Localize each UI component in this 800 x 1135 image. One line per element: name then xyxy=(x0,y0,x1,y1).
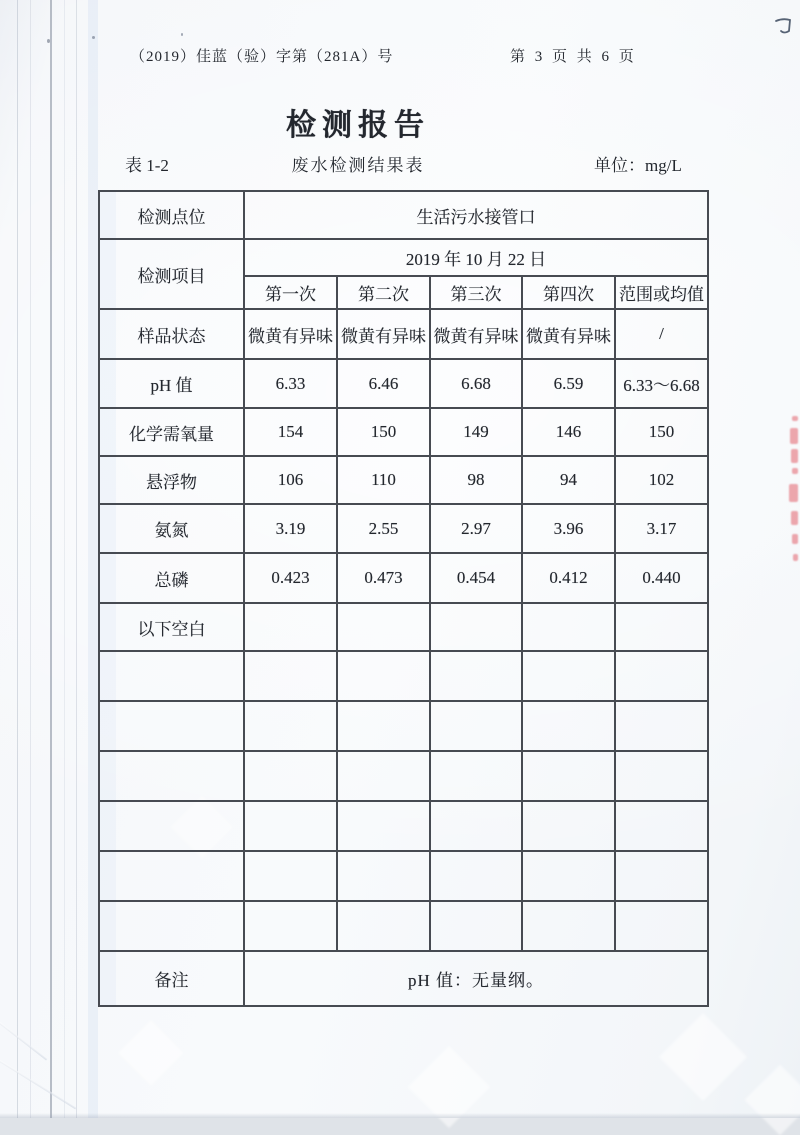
value-cell: 2.97 xyxy=(430,504,522,553)
remark-value-cell: pH 值：无量纲。 xyxy=(244,951,708,1006)
run-header-cell: 第一次 xyxy=(244,276,337,309)
empty-cell xyxy=(244,603,337,651)
empty-cell xyxy=(430,651,522,701)
empty-cell xyxy=(337,851,430,901)
table-title: 废水检测结果表 xyxy=(291,156,425,175)
results-table xyxy=(98,190,709,1007)
empty-cell xyxy=(244,751,337,801)
value-cell: 110 xyxy=(337,456,430,504)
scan-blue-band xyxy=(88,0,98,1118)
value-cell: 106 xyxy=(244,456,337,504)
empty-cell xyxy=(430,901,522,951)
item-label-cell: 检测项目 xyxy=(99,239,244,309)
unit-label: 单位：mg/L xyxy=(594,156,682,175)
empty-cell xyxy=(522,851,615,901)
run-header-cell: 范围或均值 xyxy=(615,276,708,309)
table-row xyxy=(99,504,708,553)
empty-cell xyxy=(430,603,522,651)
row-label-cell: pH 值 xyxy=(99,359,244,408)
empty-cell xyxy=(430,851,522,901)
run-header-cell: 第四次 xyxy=(522,276,615,309)
empty-cell xyxy=(615,801,708,851)
empty-cell xyxy=(615,603,708,651)
empty-cell xyxy=(615,701,708,751)
empty-cell xyxy=(244,651,337,701)
value-cell: / xyxy=(615,309,708,359)
value-cell: 102 xyxy=(615,456,708,504)
value-cell: 2.55 xyxy=(337,504,430,553)
value-cell: 微黄有异味 xyxy=(430,309,522,359)
empty-cell xyxy=(99,801,244,851)
point-value-cell: 生活污水接管口 xyxy=(244,191,708,239)
value-cell: 94 xyxy=(522,456,615,504)
value-cell: 6.46 xyxy=(337,359,430,408)
value-cell: 0.473 xyxy=(337,553,430,603)
scan-edge-line xyxy=(76,0,77,1118)
empty-cell xyxy=(615,651,708,701)
table-number: 表 1-2 xyxy=(125,156,169,175)
empty-cell xyxy=(615,751,708,801)
value-cell: 微黄有异味 xyxy=(522,309,615,359)
row-label-cell: 总磷 xyxy=(99,553,244,603)
red-seal-marks-icon xyxy=(786,416,800,566)
page-corner-line xyxy=(0,1022,47,1061)
value-cell: 6.33 xyxy=(244,359,337,408)
empty-cell xyxy=(244,701,337,751)
value-cell: 0.423 xyxy=(244,553,337,603)
empty-cell xyxy=(522,901,615,951)
empty-cell xyxy=(99,751,244,801)
row-label-cell: 以下空白 xyxy=(99,603,244,651)
scan-speck xyxy=(47,39,50,43)
value-cell: 150 xyxy=(615,408,708,456)
date-header-cell: 2019 年 10 月 22 日 xyxy=(244,239,708,276)
empty-cell xyxy=(244,851,337,901)
table-row xyxy=(99,751,708,801)
table-row xyxy=(99,191,708,239)
table-row xyxy=(99,901,708,951)
scan-speck xyxy=(181,33,183,36)
table-row xyxy=(99,239,708,276)
value-cell: 3.19 xyxy=(244,504,337,553)
report-title: 检测报告 xyxy=(286,109,430,142)
point-label-cell: 检测点位 xyxy=(99,191,244,239)
table-row xyxy=(99,951,708,1006)
empty-cell xyxy=(244,801,337,851)
run-header-cell: 第三次 xyxy=(430,276,522,309)
value-cell: 149 xyxy=(430,408,522,456)
scan-edge-line xyxy=(64,0,65,1118)
run-header-cell: 第二次 xyxy=(337,276,430,309)
pen-mark-icon xyxy=(770,12,800,42)
scan-edge-line xyxy=(30,0,31,1118)
empty-cell xyxy=(522,701,615,751)
watermark-diamond-icon xyxy=(118,1020,183,1085)
empty-cell xyxy=(430,751,522,801)
remark-label-cell: 备注 xyxy=(99,951,244,1006)
empty-cell xyxy=(99,851,244,901)
page-bottom-shadow xyxy=(0,1113,800,1118)
value-cell: 0.412 xyxy=(522,553,615,603)
scan-edge-line xyxy=(17,0,18,1118)
empty-cell xyxy=(522,801,615,851)
empty-cell xyxy=(522,751,615,801)
table-row xyxy=(99,701,708,751)
value-cell: 0.440 xyxy=(615,553,708,603)
empty-cell xyxy=(99,701,244,751)
page-number: 第 3 页 共 6 页 xyxy=(510,49,637,65)
table-row xyxy=(99,456,708,504)
value-cell: 6.68 xyxy=(430,359,522,408)
report-number: （2019）佳蓝（验）字第（281A）号 xyxy=(130,49,394,65)
value-cell: 3.96 xyxy=(522,504,615,553)
empty-cell xyxy=(615,851,708,901)
empty-cell xyxy=(99,901,244,951)
table-row xyxy=(99,851,708,901)
value-cell: 150 xyxy=(337,408,430,456)
value-cell: 微黄有异味 xyxy=(244,309,337,359)
empty-cell xyxy=(337,901,430,951)
row-label-cell: 样品状态 xyxy=(99,309,244,359)
row-label-cell: 化学需氧量 xyxy=(99,408,244,456)
value-cell: 6.33～6.68 xyxy=(615,359,708,408)
table-row xyxy=(99,553,708,603)
value-cell: 3.17 xyxy=(615,504,708,553)
empty-cell xyxy=(337,603,430,651)
value-cell: 154 xyxy=(244,408,337,456)
table-row xyxy=(99,603,708,651)
empty-cell xyxy=(337,651,430,701)
empty-cell xyxy=(522,651,615,701)
table-row xyxy=(99,801,708,851)
table-row xyxy=(99,651,708,701)
watermark-diamond-icon xyxy=(659,1013,747,1101)
scan-speck xyxy=(92,36,95,39)
row-label-cell: 氨氮 xyxy=(99,504,244,553)
empty-cell xyxy=(522,603,615,651)
empty-cell xyxy=(430,701,522,751)
empty-cell xyxy=(337,701,430,751)
value-cell: 98 xyxy=(430,456,522,504)
watermark-diamond-icon xyxy=(745,1065,800,1135)
empty-cell xyxy=(244,901,337,951)
empty-cell xyxy=(430,801,522,851)
scan-edge-line xyxy=(50,0,52,1118)
empty-cell xyxy=(337,751,430,801)
table-row xyxy=(99,359,708,408)
watermark-diamond-icon xyxy=(408,1046,490,1128)
empty-cell xyxy=(615,901,708,951)
table-row xyxy=(99,309,708,359)
value-cell: 0.454 xyxy=(430,553,522,603)
value-cell: 6.59 xyxy=(522,359,615,408)
table-row xyxy=(99,408,708,456)
empty-cell xyxy=(99,651,244,701)
row-label-cell: 悬浮物 xyxy=(99,456,244,504)
value-cell: 微黄有异味 xyxy=(337,309,430,359)
page-corner-line xyxy=(0,1060,76,1109)
empty-cell xyxy=(337,801,430,851)
value-cell: 146 xyxy=(522,408,615,456)
